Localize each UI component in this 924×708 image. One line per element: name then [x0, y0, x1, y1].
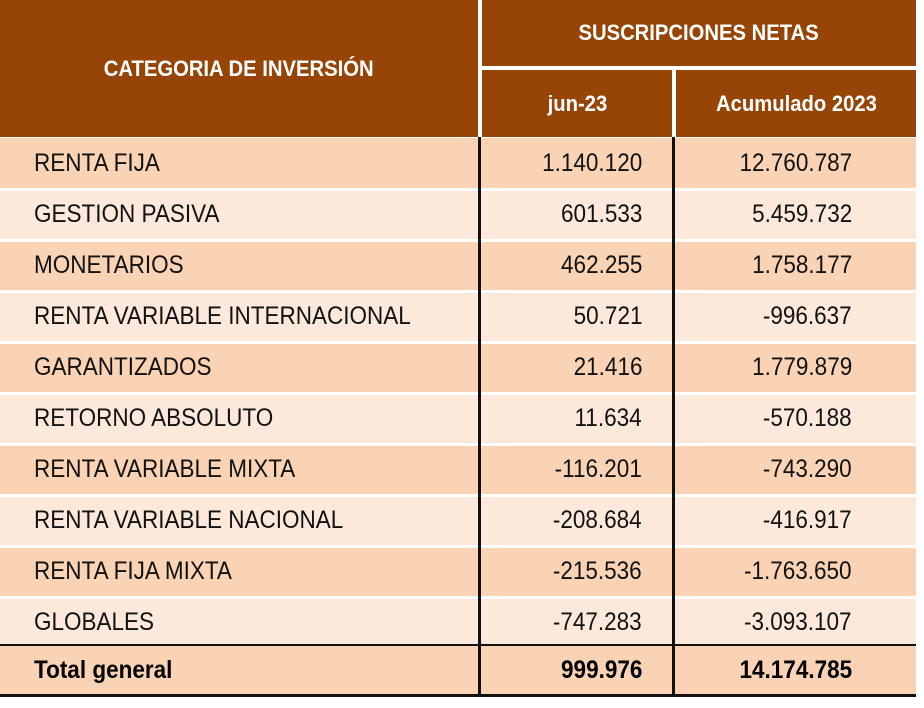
total-month-value: 999.976: [560, 655, 642, 684]
table-row: [0, 291, 916, 342]
category-text: RENTA FIJA MIXTA: [34, 557, 232, 585]
category-cell: [0, 240, 480, 291]
month-value-cell: [480, 138, 674, 189]
ytd-value-cell: [674, 240, 916, 291]
month-value-text: 21.416: [573, 353, 642, 381]
month-value-text: -208.684: [553, 506, 642, 534]
ytd-value-text: 1.758.177: [751, 251, 852, 279]
ytd-value-text: -743.290: [763, 455, 852, 483]
ytd-value-text: 1.779.879: [751, 353, 852, 381]
category-text: GESTION PASIVA: [34, 200, 220, 228]
row-separator: [0, 494, 916, 497]
month-value-cell: [480, 597, 674, 648]
table-row: [0, 495, 916, 546]
table-row: [0, 342, 916, 393]
month-value-cell: [480, 189, 674, 240]
category-text: GLOBALES: [34, 608, 155, 636]
month-value-cell: [480, 342, 674, 393]
ytd-value-cell: [674, 342, 916, 393]
ytd-value-text: 12.760.787: [739, 149, 852, 177]
category-cell: [0, 495, 480, 546]
category-cell: [0, 189, 480, 240]
column-divider-1: [478, 137, 481, 697]
category-text: RENTA VARIABLE MIXTA: [34, 455, 296, 483]
month-value-cell: [480, 546, 674, 597]
header-group-label: SUSCRIPCIONES NETAS: [578, 20, 820, 45]
month-value-text: 1.140.120: [541, 149, 642, 177]
row-separator: [0, 443, 916, 446]
month-value-cell: [480, 291, 674, 342]
month-value-cell: [480, 240, 674, 291]
ytd-value-cell: [674, 189, 916, 240]
total-bottom-border: [0, 694, 916, 697]
month-value-cell: [480, 495, 674, 546]
row-separator: [0, 341, 916, 344]
category-cell: [0, 597, 480, 648]
month-value-text: 50.721: [573, 302, 642, 330]
total-row: [0, 646, 916, 694]
month-value-text: 462.255: [560, 251, 642, 279]
column-divider-2: [672, 137, 675, 697]
category-cell: [0, 291, 480, 342]
category-text: MONETARIOS: [34, 251, 184, 279]
header-category-cell: [0, 0, 478, 137]
month-value-text: -747.283: [553, 608, 642, 636]
table-row: [0, 138, 916, 189]
row-separator: [0, 239, 916, 242]
row-separator: [0, 596, 916, 599]
row-separator: [0, 188, 916, 191]
month-value-cell: [480, 393, 674, 444]
ytd-value-cell: [674, 597, 916, 648]
table-row: [0, 597, 916, 648]
category-text: RETORNO ABSOLUTO: [34, 404, 274, 432]
month-value-text: 11.634: [574, 404, 642, 432]
ytd-value-cell: [674, 138, 916, 189]
table-row: [0, 189, 916, 240]
category-cell: [0, 444, 480, 495]
header-category-label: CATEGORIA DE INVERSIÓN: [104, 55, 374, 81]
category-text: RENTA FIJA: [34, 149, 160, 177]
row-separator: [0, 545, 916, 548]
ytd-value-cell: [674, 546, 916, 597]
category-text: RENTA VARIABLE INTERNACIONAL: [34, 302, 411, 330]
row-separator: [0, 290, 916, 293]
category-text: GARANTIZADOS: [34, 353, 212, 381]
total-ytd-value: 14.174.785: [739, 655, 852, 684]
ytd-value-text: 5.459.732: [751, 200, 852, 228]
month-value-text: 601.533: [560, 200, 642, 228]
month-value-text: -215.536: [553, 557, 642, 585]
month-value-cell: [480, 444, 674, 495]
ytd-value-cell: [674, 393, 916, 444]
category-cell: [0, 393, 480, 444]
ytd-value-cell: [674, 495, 916, 546]
table-row: [0, 444, 916, 495]
ytd-value-text: -1.763.650: [744, 557, 852, 585]
ytd-value-text: -570.188: [763, 404, 852, 432]
header-month-label: jun-23: [547, 90, 607, 116]
ytd-value-cell: [674, 291, 916, 342]
category-cell: [0, 138, 480, 189]
header-ytd-cell: [676, 70, 916, 137]
month-value-text: -116.201: [554, 455, 642, 483]
category-cell: [0, 342, 480, 393]
ytd-value-cell: [674, 444, 916, 495]
header-group-cell: [482, 0, 916, 66]
header-ytd-label: Acumulado 2023: [715, 90, 877, 116]
table-row: [0, 240, 916, 291]
ytd-value-text: -3.093.107: [744, 608, 852, 636]
category-text: RENTA VARIABLE NACIONAL: [34, 506, 344, 534]
table-row: [0, 546, 916, 597]
category-cell: [0, 546, 480, 597]
row-separator: [0, 392, 916, 395]
total-label: Total general: [34, 655, 173, 684]
ytd-value-text: -416.917: [763, 506, 852, 534]
ytd-value-text: -996.637: [763, 302, 852, 330]
table-row: [0, 393, 916, 444]
header-month-cell: [482, 70, 672, 137]
